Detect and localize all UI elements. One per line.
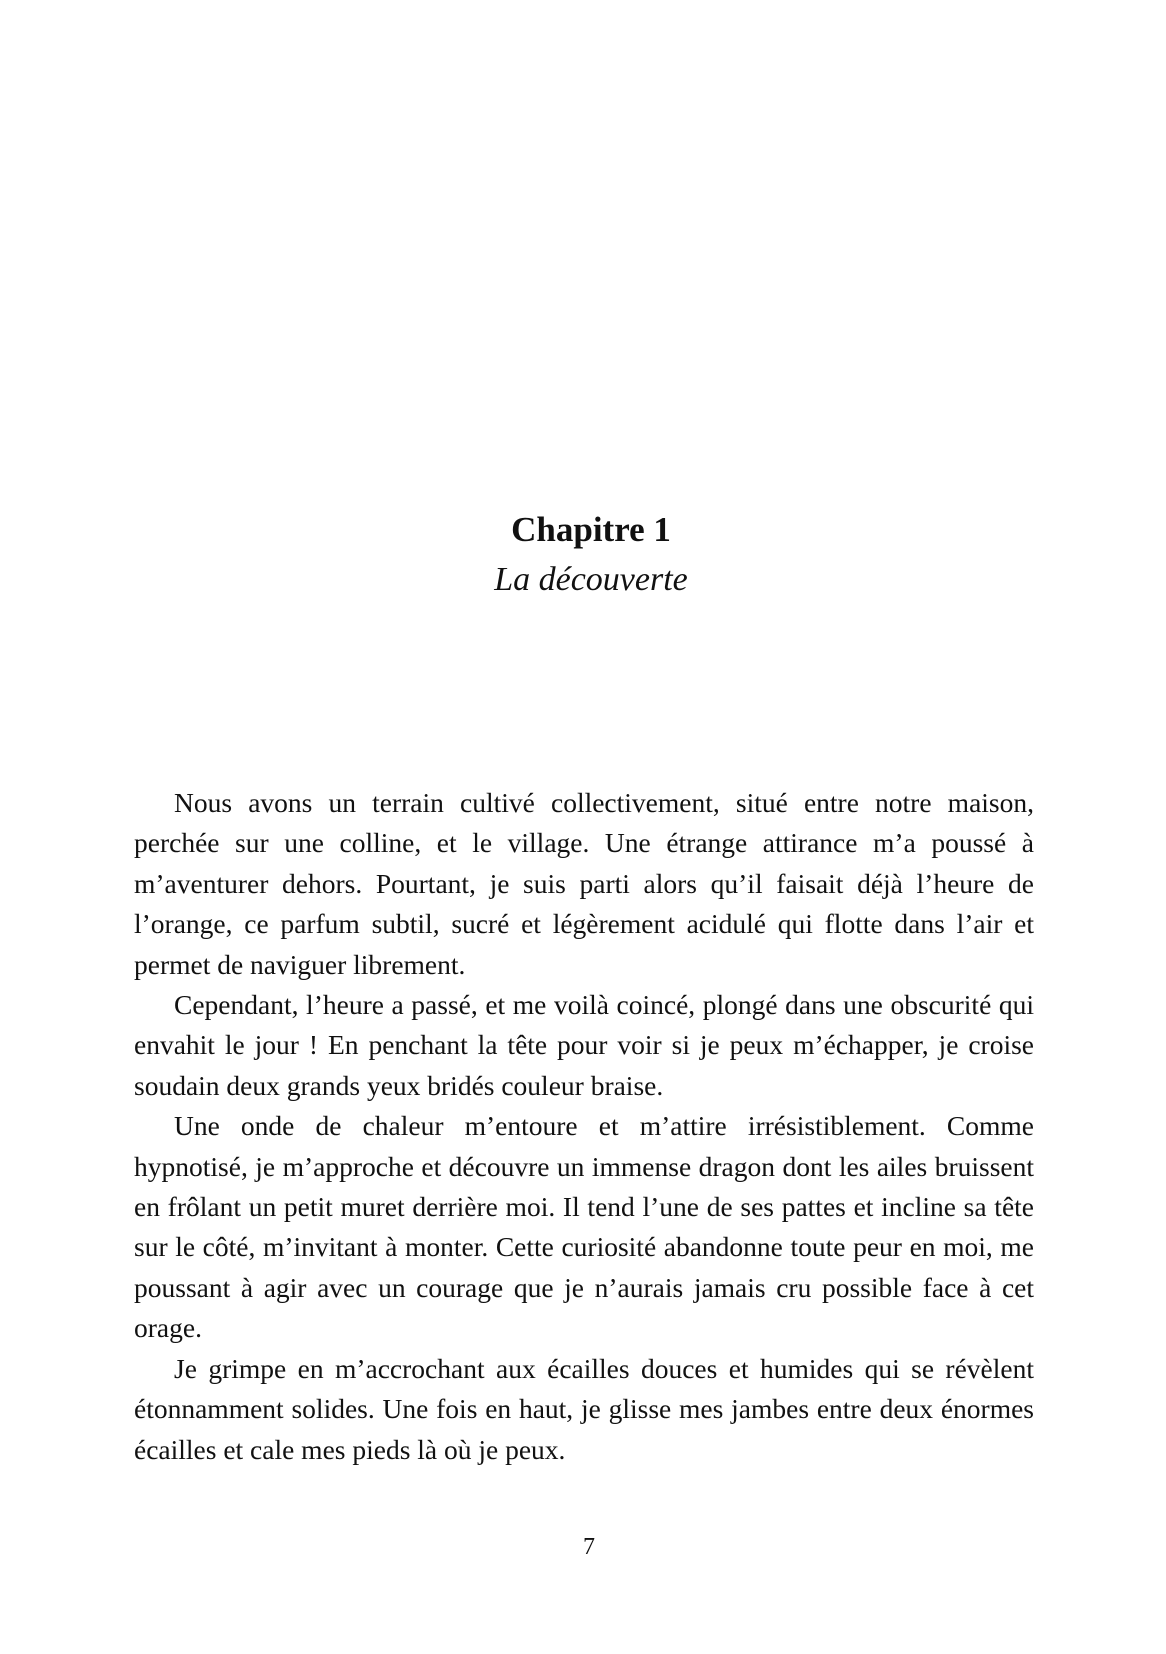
- paragraph-3: Une onde de chaleur m’entoure et m’attire irrésistiblement. Comme hypnotisé, je m’approche et découvre un immense dragon dont les ailes bruissent en frôlant un petit muret derrière moi. Il tend l’une de ses pattes et incline sa tête sur le côté, m’invitant à monter. Cette curiosité abandonne toute peur en moi, me poussant à agir avec un courage que je n’aurais jamais cru possible face à cet orage.: [134, 1110, 1034, 1344]
- paragraph-2: Cependant, l’heure a passé, et me voilà coincé, plongé dans une obscurité qui envahit le jour ! En penchant la tête pour voir si je peux m’échapper, je croise soudain deux grands yeux bridés couleur braise.: [134, 989, 1034, 1101]
- chapter-header: [0, 508, 1166, 602]
- chapter-subtitle: La découverte: [494, 561, 688, 598]
- paragraph-4: Je grimpe en m’accrochant aux écailles douces et humides qui se révèlent étonnamment solides. Une fois en haut, je glisse mes jambes entre deux énormes écailles et cale mes pieds là où je peux.: [134, 1352, 1034, 1465]
- page-number: 7: [583, 1534, 595, 1560]
- body-text: [134, 783, 1034, 1470]
- paragraph-1: Nous avons un terrain cultivé collectivement, situé entre notre maison, perchée sur une colline, et le village. Une étrange attirance m’a poussé à m’aventurer dehors. Pourtant, je suis parti alors qu’il faisait déjà l’heure de l’orange, ce parfum subtil, sucré et légèrement acidulé qui flotte dans l’air et permet de naviguer librement.: [134, 787, 1034, 980]
- chapter-title: Chapitre 1: [511, 510, 671, 549]
